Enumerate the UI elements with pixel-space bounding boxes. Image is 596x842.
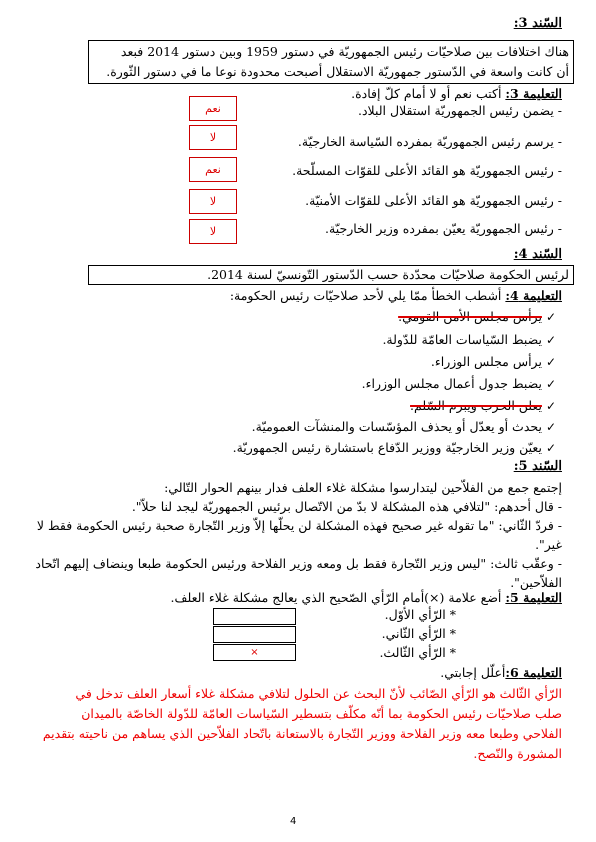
checklist-item [233, 440, 556, 455]
answer-line: صلب صلاحيّات رئيس الحكومة بما أنّه مكلّف بتسطير السّياسات العامّة للدّولة الخاصّة بالميدان [81, 706, 562, 721]
checklist-item-text: يحدث أو يعدّل أو يحذف المؤسّسات والمنشآت العموميّة. [251, 419, 542, 434]
task-5-label: التعليمة 5: [505, 590, 562, 605]
document-3-line-2: أن كانت واسعة في الدّستور جمهوريّة الاستقلال أصبحت محدودة نوعا ما في دستور الثّورة. [106, 64, 569, 79]
answer-line: الفلاحي وطبعا معه وزير الفلاحة ووزير التّجارة بالاستعانة باتّحاد الفلاّحين الذي يساهم من ناحيته بتقديم [42, 726, 562, 741]
task-6 [440, 665, 562, 680]
opinion-option: * الرّأي الثّاني. [381, 626, 456, 641]
option-checkbox[interactable] [213, 626, 296, 643]
checklist-item-text: يعلن الحرب ويبرم السّلم. [410, 398, 542, 413]
task-3-text: أكتب نعم أو لا أمام كلّ إفادة. [351, 86, 506, 101]
dialogue-line: - وعقّب ثالث: "ليس وزير التّجارة فقط بل ومعه وزير الفلاحة ورئيس الحكومة طبعا وينضاف إليهم اتّحاد [35, 556, 562, 571]
task-4-text: أشطب الخطأ ممّا يلي لأحد صلاحيّات رئيس الحكومة: [229, 288, 506, 303]
answer-box[interactable]: نعم [189, 96, 237, 121]
answer-box[interactable]: لا [189, 189, 237, 214]
option-checkbox[interactable] [213, 608, 296, 625]
page-number: 4 [290, 816, 297, 827]
task-5 [171, 590, 562, 605]
checklist-item-text: يضبط السّياسات العامّة للدّولة. [382, 332, 542, 347]
checklist-item [410, 398, 556, 413]
check-icon: ✓ [545, 377, 556, 391]
checklist-item-text: يعيّن وزير الخارجيّة ووزير الدّفاع باستشارة رئيس الجمهوريّة. [232, 440, 542, 455]
option-checkbox[interactable]: × [213, 644, 296, 661]
dialogue-block [32, 478, 562, 592]
statement-item: - يرسم رئيس الجمهوريّة بمفرده السّياسة الخارجيّة. [297, 134, 562, 149]
statement-item: - يضمن رئيس الجمهوريّة استقلال البلاد. [357, 103, 562, 118]
check-icon: ✓ [545, 355, 556, 369]
checklist-item [252, 419, 556, 434]
check-icon: ✓ [545, 441, 556, 455]
statement-item: - رئيس الجمهوريّة هو القائد الأعلى للقوّات المسلّحة. [292, 163, 562, 178]
task-5-text: أضع علامة (×)أمام الرّأي الصّحيح الذي يعالج مشكلة غلاء العلف. [170, 590, 506, 605]
checklist-item [431, 354, 556, 369]
answer-box[interactable]: نعم [189, 157, 237, 182]
checklist-item-text: يرأس مجلس الأمن القومي. [398, 309, 542, 324]
check-icon: ✓ [545, 420, 556, 434]
task-6-label: التعليمة 6: [505, 665, 562, 680]
answer-line: الرّأي الثّالث هو الرّأي الصّائب لأنّ البحث عن الحلول لتلافي مشكلة غلاء أسعار العلف تدخل في [75, 686, 562, 701]
checklist-item-text: يضبط جدول أعمال مجلس الوزراء. [361, 376, 542, 391]
dialogue-line: إجتمع جمع من الفلاّحين ليتدارسوا مشكلة غلاء العلف فدار بينهم الحوار التّالي: [164, 480, 562, 495]
section-5-title: السّند 5: [513, 459, 562, 474]
document-3-box [88, 40, 574, 84]
dialogue-line: - قال أحدهم: "لتلافي هذه المشكلة لا بدّ من الاتّصال برئيس الجمهوريّة ليجد لنا حلاّ". [131, 499, 562, 514]
checklist-item [382, 332, 556, 347]
checklist-item [362, 376, 556, 391]
statement-item: - رئيس الجمهوريّة يعيّن بمفرده وزير الخارجيّة. [325, 221, 562, 236]
dialogue-line: غير". [535, 537, 562, 552]
dialogue-line: الفلاّحين". [510, 575, 562, 590]
task-4-label: التعليمة 4: [505, 288, 562, 303]
check-icon: ✓ [545, 333, 556, 347]
answer-box[interactable]: لا [189, 125, 237, 150]
opinion-option: * الرّأي الثّالث. [379, 645, 456, 660]
check-icon: ✓ [545, 310, 556, 324]
section-4-title: السّند 4: [513, 247, 562, 262]
task-4 [230, 288, 562, 303]
document-3-line-1: هناك اختلافات بين صلاحيّات رئيس الجمهوريّة في دستور 1959 وبين دستور 2014 فبعد [120, 44, 569, 59]
check-icon: ✓ [545, 399, 556, 413]
statement-item: - رئيس الجمهوريّة هو القائد الأعلى للقوّات الأمنيّة. [305, 193, 562, 208]
document-4-box: لرئيس الحكومة صلاحيّات محدّدة حسب الدّستور التّونسيّ لسنة 2014. [88, 265, 574, 285]
answer-line: المشورة والنّصح. [473, 746, 562, 761]
answer-text [32, 684, 562, 764]
dialogue-line: - فردّ الثّاني: "ما تقوله غير صحيح فهذه المشكلة لن يحلّها إلاّ وزير التّجارة صحبة رئيس الحكومة فقط لا [36, 518, 562, 533]
task-3-label: التعليمة 3: [505, 86, 562, 101]
section-3-title: السّند 3: [513, 16, 562, 31]
task-3 [351, 86, 562, 101]
answer-box[interactable]: لا [189, 219, 237, 244]
task-6-text: أعلّل إجابتي. [440, 665, 506, 680]
checklist-item-text: يرأس مجلس الوزراء. [430, 354, 542, 369]
opinion-option: * الرّأي الأوّل. [384, 607, 456, 622]
checklist-item [398, 309, 556, 324]
